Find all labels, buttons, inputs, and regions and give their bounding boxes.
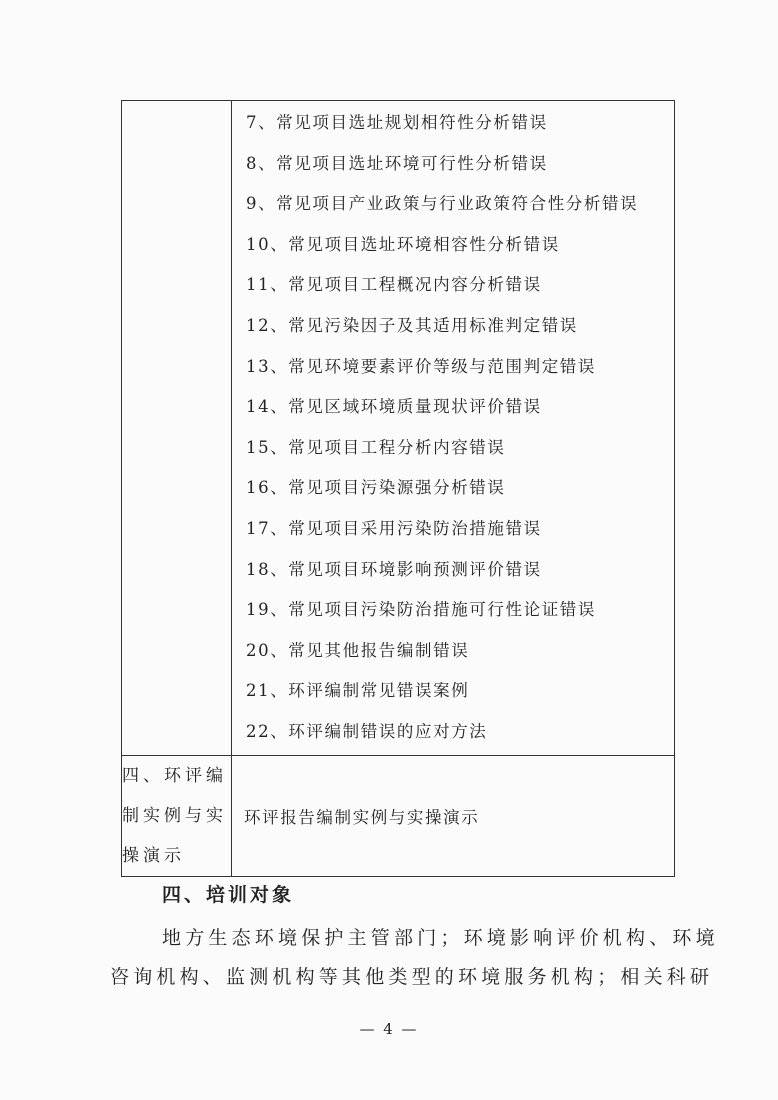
list-item: 22、环评编制错误的应对方法 [246, 721, 488, 741]
table-row [122, 101, 675, 756]
list-item: 16、常见项目污染源强分析错误 [246, 478, 506, 498]
course-outline-table [121, 100, 675, 877]
paragraph-line: 地方生态环境保护主管部门；环境影响评价机构、环境 [162, 927, 719, 949]
list-item: 9、常见项目产业政策与行业政策符合性分析错误 [246, 194, 639, 214]
table-row [122, 755, 675, 876]
list-item: 14、常见区域环境质量现状评价错误 [246, 397, 542, 417]
list-item: 7、常见项目选址规划相符性分析错误 [246, 113, 548, 132]
section-heading: 四、培训对象 [162, 884, 295, 906]
section-content-cell: 环评报告编制实例与实操演示 [232, 755, 675, 876]
list-item: 19、常见项目污染防治措施可行性论证错误 [246, 600, 596, 620]
list-item: 21、环评编制常见错误案例 [246, 681, 470, 701]
list-item: 17、常见项目采用污染防治措施错误 [246, 518, 542, 538]
list-item: 15、常见项目工程分析内容错误 [246, 437, 506, 457]
items-cell [232, 101, 675, 756]
section-label-cell: 四、环评编制实例与实操演示 [122, 755, 232, 876]
empty-label-cell [122, 101, 232, 756]
list-item: 13、常见环境要素评价等级与范围判定错误 [246, 356, 596, 376]
list-item: 20、常见其他报告编制错误 [246, 640, 470, 660]
list-item: 11、常见项目工程概况内容分析错误 [246, 275, 542, 295]
list-item: 18、常见项目环境影响预测评价错误 [246, 559, 542, 579]
list-item: 8、常见项目选址环境可行性分析错误 [246, 153, 548, 173]
paragraph-line: 咨询机构、监测机构等其他类型的环境服务机构；相关科研 [110, 966, 714, 988]
page-number: — 4 — [359, 1020, 419, 1038]
list-item: 12、常见污染因子及其适用标准判定错误 [246, 315, 578, 335]
list-item: 10、常见项目选址环境相容性分析错误 [246, 234, 560, 254]
